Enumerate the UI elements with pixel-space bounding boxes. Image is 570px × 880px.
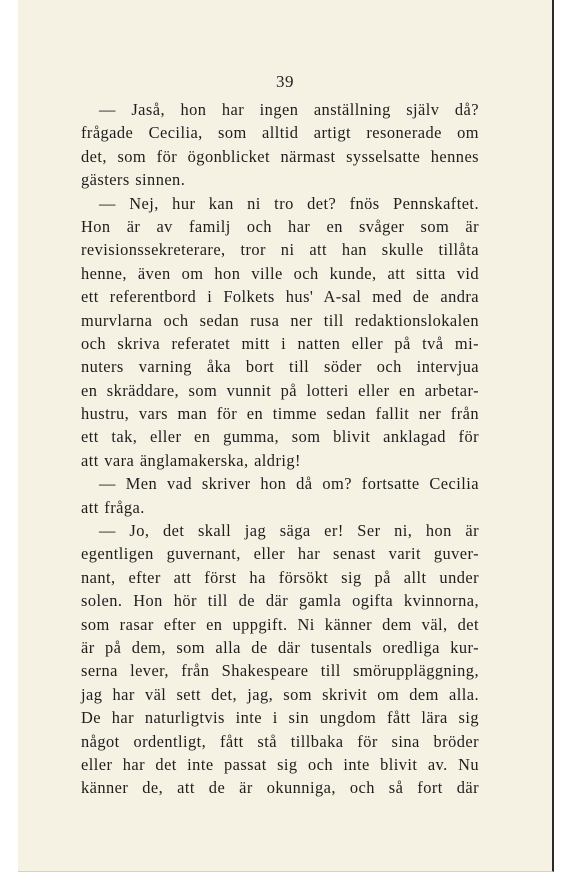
- text-line: en skräddare, som vunnit på lotteri eller en arbetar-: [81, 380, 479, 400]
- text-line: hustru, vars man för en timme sedan fallit ner från: [81, 404, 479, 424]
- text-line: att vara änglamakerska, aldrig!: [81, 450, 301, 470]
- text-line: nuters varning åka bort till söder och intervjua: [81, 357, 479, 377]
- text-line: frågade Cecilia, som alltid artigt resonerade om: [81, 123, 479, 143]
- text-line: serna lever, från Shakespeare till smöruppläggning,: [81, 661, 479, 681]
- text-line: ett referentbord i Folkets hus' A-sal med de andra: [81, 287, 479, 307]
- text-line: gästers sinnen.: [81, 170, 186, 190]
- text-line: och skriva referatet mitt i natten eller på två mi-: [81, 333, 479, 353]
- text-line: — Men vad skriver hon då om? fortsatte Cecilia: [99, 474, 479, 494]
- text-line: det, som för ögonblicket närmast sysselsatte hennes: [81, 146, 479, 166]
- text-line: något ordentligt, fått stå tillbaka för sina bröder: [81, 731, 479, 751]
- text-line: nant, efter att först ha försökt sig på allt under: [81, 567, 479, 587]
- text-line: som rasar efter en uppgift. Ni känner dem väl, det: [81, 614, 479, 634]
- text-line: henne, även om hon ville och kunde, att sitta vid: [81, 263, 479, 283]
- text-line: — Jaså, hon har ingen anställning själv då?: [99, 100, 479, 119]
- text-line: — Jo, det skall jag säga er! Ser ni, hon är: [99, 521, 479, 541]
- text-line: är på dem, som alla de där tusentals oredliga kur-: [81, 637, 479, 657]
- text-line: att fråga.: [81, 497, 145, 517]
- text-line: solen. Hon hör till de där gamla ogifta kvinnorna,: [81, 591, 479, 611]
- book-page: [18, 0, 554, 872]
- page-number: 39: [276, 72, 294, 91]
- text-line: ett tak, eller en gumma, som blivit anklagad för: [81, 427, 479, 447]
- text-line: revisionssekreterare, tror ni att han skulle tillåta: [81, 240, 479, 260]
- text-line: murvlarna och sedan rusa ner till redaktionslokalen: [81, 310, 479, 330]
- text-line: jag har väl sett det, jag, som skrivit om dem alla.: [81, 684, 479, 704]
- body-text: [81, 98, 479, 800]
- text-line: eller har det inte passat sig och inte blivit av. Nu: [81, 754, 479, 774]
- text-line: Hon är av familj och har en svåger som är: [81, 216, 479, 236]
- text-line: De har naturligtvis inte i sin ungdom fått lära sig: [81, 708, 479, 728]
- text-line: egentligen guvernant, eller har senast varit guver-: [81, 544, 479, 564]
- text-line: känner de, att de är okunniga, och så fort där: [81, 778, 479, 798]
- text-line: — Nej, hur kan ni tro det? fnös Pennskaftet.: [99, 193, 479, 213]
